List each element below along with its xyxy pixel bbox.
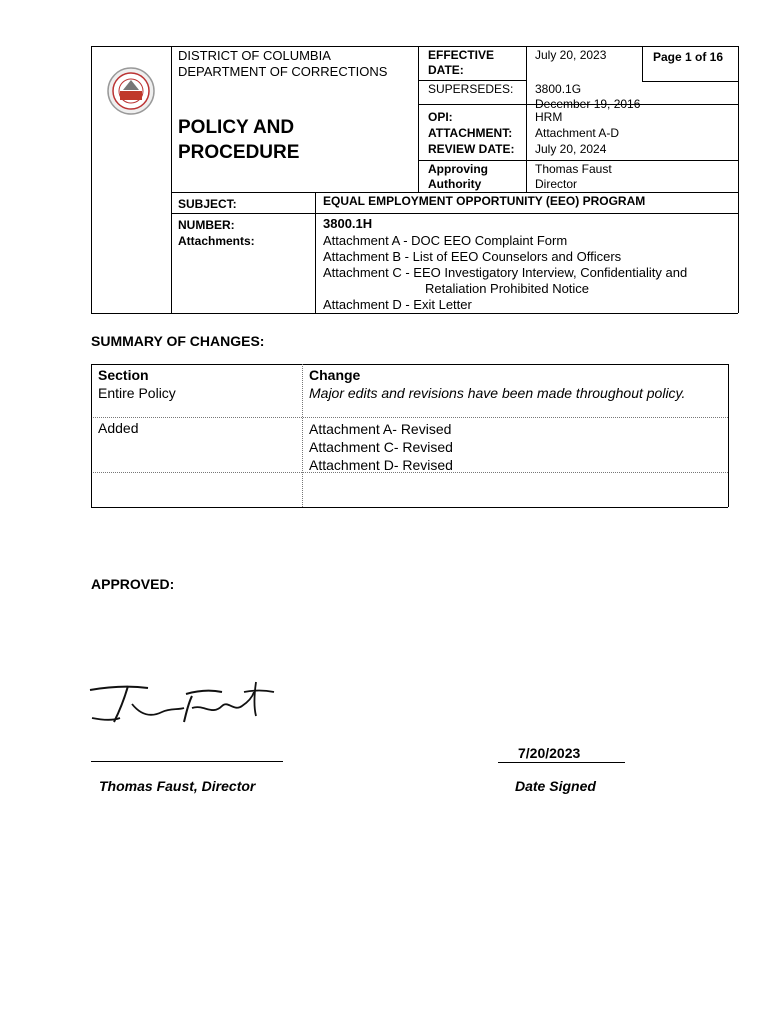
table-row-section: Entire Policy	[98, 385, 176, 401]
opi-value: HRM	[535, 110, 563, 124]
approved-label: APPROVED:	[91, 576, 175, 592]
attachment-value: Attachment A-D	[535, 126, 620, 140]
list-item: Attachment A - DOC EEO Complaint Form	[323, 233, 568, 248]
approving-authority-value: Thomas Faust Director	[535, 162, 612, 191]
date-line	[498, 762, 625, 763]
agency-name-line2: DEPARTMENT OF CORRECTIONS	[178, 64, 388, 79]
list-item: Attachment D - Exit Letter	[323, 297, 472, 312]
document-type: POLICY AND PROCEDURE	[178, 117, 300, 163]
summary-title: SUMMARY OF CHANGES:	[91, 333, 265, 349]
column-header-section: Section	[98, 367, 149, 383]
table-row-section: Added	[98, 420, 139, 436]
number-value: 3800.1H	[323, 216, 373, 231]
supersedes-label: SUPERSEDES:	[428, 82, 514, 96]
date-signed-value: 7/20/2023	[518, 745, 581, 761]
number-label: NUMBER:	[178, 218, 235, 232]
signature-line	[91, 761, 283, 762]
supersedes-value: 3800.1G December 19, 2016	[535, 82, 641, 111]
opi-label: OPI:	[428, 110, 453, 124]
date-signed-label: Date Signed	[515, 778, 596, 794]
review-date-value: July 20, 2024	[535, 142, 607, 156]
agency-logo	[106, 66, 156, 116]
column-header-change: Change	[309, 367, 361, 383]
list-item: Attachment C - EEO Investigatory Interview, Confidentiality and	[323, 265, 688, 280]
table-row-change: Major edits and revisions have been made throughout policy.	[309, 385, 686, 401]
effective-date-value: July 20, 2023	[535, 48, 607, 62]
subject-value: EQUAL EMPLOYMENT OPPORTUNITY (EEO) PROGRAM	[323, 194, 646, 208]
signer-name: Thomas Faust, Director	[99, 778, 256, 794]
list-item: Retaliation Prohibited Notice	[425, 281, 590, 296]
attachments-list	[323, 233, 687, 313]
signature-image	[88, 678, 278, 726]
subject-label: SUBJECT:	[178, 197, 237, 211]
effective-date-label: EFFECTIVE DATE:	[428, 48, 495, 77]
attachments-label: Attachments:	[178, 234, 255, 248]
review-date-label: REVIEW DATE:	[428, 142, 515, 156]
page-number: Page 1 of 16	[653, 50, 724, 64]
attachment-label: ATTACHMENT:	[428, 126, 513, 140]
approving-authority-label: Approving Authority	[428, 162, 488, 191]
agency-name-line1: DISTRICT OF COLUMBIA	[178, 48, 331, 63]
list-item: Attachment B - List of EEO Counselors and Officers	[323, 249, 622, 264]
table-row-change: Attachment A- Revised Attachment C- Revised Attachment D- Revised	[309, 421, 453, 473]
